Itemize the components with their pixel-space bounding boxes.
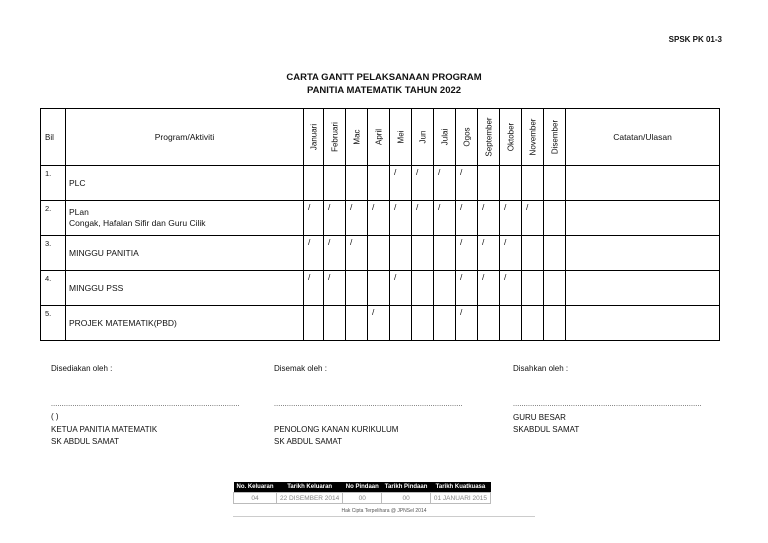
month-mark: / bbox=[500, 201, 522, 236]
month-mark: / bbox=[390, 271, 412, 306]
header-month bbox=[456, 109, 478, 166]
footer-value-cell: 04 bbox=[234, 493, 277, 504]
prepared-school: SK ABDUL SAMAT bbox=[51, 437, 120, 446]
program-detail: Congak, Hafalan Sifir dan Guru Cilik bbox=[69, 218, 206, 228]
month-mark: / bbox=[456, 271, 478, 306]
month-mark bbox=[346, 306, 368, 341]
footer-divider bbox=[233, 516, 535, 517]
month-mark: / bbox=[390, 166, 412, 201]
program-cell bbox=[66, 236, 304, 271]
header-program: Program/Aktiviti bbox=[66, 109, 304, 166]
footer-header-row bbox=[234, 482, 491, 493]
table-row bbox=[41, 306, 720, 341]
month-mark bbox=[368, 271, 390, 306]
notes-cell bbox=[566, 201, 720, 236]
month-mark: / bbox=[412, 166, 434, 201]
month-mark bbox=[368, 236, 390, 271]
table-header-row bbox=[41, 109, 720, 166]
notes-cell bbox=[566, 271, 720, 306]
month-mark bbox=[390, 306, 412, 341]
month-mark: / bbox=[324, 236, 346, 271]
footer-value-cell: 01 JANUARI 2015 bbox=[430, 493, 490, 504]
row-number: 4. bbox=[41, 271, 66, 306]
reviewed-title: PENOLONG KANAN KURIKULUM bbox=[274, 425, 399, 434]
month-mark: / bbox=[478, 201, 500, 236]
month-mark bbox=[478, 166, 500, 201]
month-mark: / bbox=[304, 236, 324, 271]
month-mark: / bbox=[324, 201, 346, 236]
prepared-signature-line: ........................................................................................ bbox=[51, 401, 240, 408]
program-cell bbox=[66, 306, 304, 341]
month-mark bbox=[324, 166, 346, 201]
gantt-table bbox=[40, 108, 720, 341]
month-mark bbox=[500, 306, 522, 341]
month-mark bbox=[346, 271, 368, 306]
header-month bbox=[478, 109, 500, 166]
notes-cell bbox=[566, 306, 720, 341]
row-number: 2. bbox=[41, 201, 66, 236]
header-month bbox=[346, 109, 368, 166]
month-mark bbox=[544, 166, 566, 201]
month-mark: / bbox=[368, 201, 390, 236]
prepared-by-label: Disediakan oleh : bbox=[51, 364, 113, 373]
month-mark bbox=[544, 236, 566, 271]
month-mark: / bbox=[304, 271, 324, 306]
month-mark: / bbox=[456, 166, 478, 201]
month-label: Mac bbox=[352, 129, 361, 145]
header-month bbox=[324, 109, 346, 166]
month-mark bbox=[522, 271, 544, 306]
notes-cell bbox=[566, 236, 720, 271]
month-mark bbox=[544, 201, 566, 236]
row-number: 5. bbox=[41, 306, 66, 341]
table-row bbox=[41, 271, 720, 306]
footer-value-row bbox=[234, 493, 491, 504]
month-mark: / bbox=[478, 236, 500, 271]
month-mark: / bbox=[304, 201, 324, 236]
month-label: Februari bbox=[330, 122, 339, 152]
month-mark bbox=[478, 306, 500, 341]
month-mark: / bbox=[500, 271, 522, 306]
document-code: SPSK PK 01-3 bbox=[668, 35, 722, 44]
footer-value-cell: 00 bbox=[343, 493, 382, 504]
month-mark bbox=[304, 306, 324, 341]
program-name: MINGGU PSS bbox=[69, 282, 124, 293]
approved-school: SKABDUL SAMAT bbox=[513, 425, 580, 434]
document-title: CARTA GANTT PELAKSANAAN PROGRAM bbox=[286, 72, 482, 83]
month-mark: / bbox=[478, 271, 500, 306]
header-month bbox=[434, 109, 456, 166]
month-label: Mei bbox=[396, 130, 405, 144]
footer-value-cell: 22 DISEMBER 2014 bbox=[277, 493, 343, 504]
month-mark bbox=[522, 306, 544, 341]
header-month bbox=[544, 109, 566, 166]
approved-title: GURU BESAR bbox=[513, 413, 566, 422]
month-label: Disember bbox=[550, 119, 559, 155]
reviewed-by-label: Disemak oleh : bbox=[274, 364, 327, 373]
month-mark bbox=[434, 306, 456, 341]
reviewed-signature-line: ........................................................................................ bbox=[274, 401, 463, 408]
program-name: PLC bbox=[69, 177, 86, 188]
month-mark bbox=[544, 271, 566, 306]
month-mark: / bbox=[522, 201, 544, 236]
header-notes: Catatan/Ulasan bbox=[566, 109, 720, 166]
row-number: 3. bbox=[41, 236, 66, 271]
notes-cell bbox=[566, 166, 720, 201]
month-mark: / bbox=[368, 306, 390, 341]
month-mark bbox=[412, 236, 434, 271]
month-mark: / bbox=[346, 236, 368, 271]
month-mark bbox=[346, 166, 368, 201]
program-name: PLan bbox=[69, 207, 89, 217]
header-month bbox=[304, 109, 324, 166]
month-mark bbox=[324, 306, 346, 341]
program-cell bbox=[66, 271, 304, 306]
footer-value-cell: 00 bbox=[382, 493, 431, 504]
month-mark bbox=[412, 271, 434, 306]
footer-header-cell: No. Keluaran bbox=[234, 482, 277, 493]
table-row bbox=[41, 166, 720, 201]
month-mark bbox=[434, 271, 456, 306]
month-mark bbox=[522, 166, 544, 201]
month-mark: / bbox=[456, 236, 478, 271]
month-mark bbox=[522, 236, 544, 271]
copyright-notice: Hak Cipta Terpelihara @ JPNSel 2014 bbox=[341, 508, 427, 514]
month-mark bbox=[368, 166, 390, 201]
prepared-title: KETUA PANITIA MATEMATIK bbox=[51, 425, 158, 434]
month-mark bbox=[434, 236, 456, 271]
header-month bbox=[368, 109, 390, 166]
program-name: MINGGU PANITIA bbox=[69, 247, 139, 258]
month-mark bbox=[544, 306, 566, 341]
header-bil: Bil bbox=[41, 109, 66, 166]
table-row bbox=[41, 236, 720, 271]
month-label: Januari bbox=[309, 123, 318, 151]
prepared-name: ( ) bbox=[51, 412, 59, 421]
month-mark bbox=[500, 166, 522, 201]
month-label: November bbox=[528, 118, 537, 156]
table-row bbox=[41, 201, 720, 236]
header-month bbox=[412, 109, 434, 166]
header-month bbox=[500, 109, 522, 166]
month-label: Jun bbox=[418, 130, 427, 144]
month-mark: / bbox=[456, 306, 478, 341]
month-mark bbox=[304, 166, 324, 201]
month-mark bbox=[390, 236, 412, 271]
program-cell bbox=[66, 201, 304, 236]
footer-header-cell: Tarikh Pindaan bbox=[382, 482, 431, 493]
month-label: Ogos bbox=[462, 127, 471, 147]
row-number: 1. bbox=[41, 166, 66, 201]
program-name: PROJEK MATEMATIK(PBD) bbox=[69, 317, 177, 328]
footer-header-cell: No Pindaan bbox=[343, 482, 382, 493]
month-label: September bbox=[484, 117, 493, 157]
month-mark: / bbox=[412, 201, 434, 236]
header-month bbox=[390, 109, 412, 166]
header-month bbox=[522, 109, 544, 166]
month-mark: / bbox=[434, 201, 456, 236]
footer-header-cell: Tarikh Kuatkuasa bbox=[430, 482, 490, 493]
program-cell bbox=[66, 166, 304, 201]
footer-header-cell: Tarikh Keluaran bbox=[277, 482, 343, 493]
approved-signature-line: ........................................................................................ bbox=[513, 401, 702, 408]
month-label: Julai bbox=[440, 128, 449, 146]
month-mark bbox=[412, 306, 434, 341]
month-mark: / bbox=[456, 201, 478, 236]
month-mark: / bbox=[390, 201, 412, 236]
month-mark: / bbox=[500, 236, 522, 271]
month-mark: / bbox=[346, 201, 368, 236]
month-label: April bbox=[374, 128, 383, 146]
document-control-table bbox=[233, 482, 491, 504]
document-subtitle: PANITIA MATEMATIK TAHUN 2022 bbox=[306, 85, 462, 96]
month-label: Oktober bbox=[506, 122, 515, 152]
reviewed-school: SK ABDUL SAMAT bbox=[274, 437, 343, 446]
month-mark: / bbox=[434, 166, 456, 201]
approved-by-label: Disahkan oleh : bbox=[513, 364, 569, 373]
month-mark: / bbox=[324, 271, 346, 306]
